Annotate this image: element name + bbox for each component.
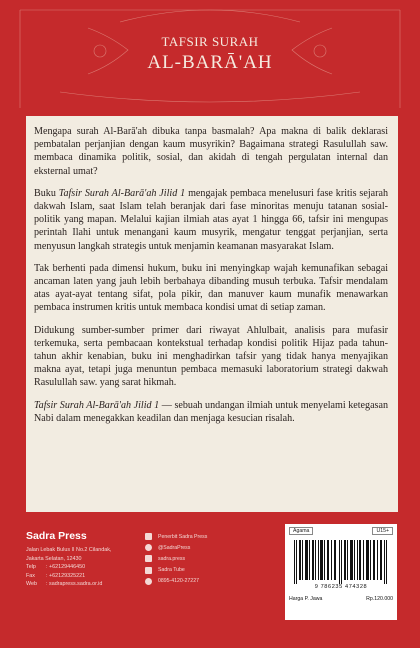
blurb-panel	[26, 116, 398, 512]
social-item: sadra.press	[145, 553, 207, 564]
age-rating-tag: U15+	[372, 527, 393, 535]
social-item: Penerbit Sadra Press	[145, 531, 207, 542]
price-row	[289, 596, 393, 602]
book-title-italic: Tafsir Surah Al-Barā'ah Jilid 1	[34, 399, 160, 411]
category-tag: Agama	[289, 527, 313, 535]
publisher-web: Web : sadrapress.sadra.or.id	[26, 581, 103, 588]
publisher-contact	[26, 546, 111, 589]
publisher-address-line: Jalan Lebak Bulus II No.2 Cilandak,	[26, 547, 112, 553]
social-item: Sadra Tube	[145, 565, 207, 576]
publisher-address-line: Jakarta Selatan, 12430	[26, 555, 82, 562]
blurb-paragraph-3: Tak berhenti pada dimensi hukum, buku ini menyingkap wajah kemunafikan sebagai ancaman laten yang jauh lebih berbahaya dibanding musuh terbuka. Tafsir mendalam atas ayat-ayat tentang sifat, pola pikir, dan manuver kaum munafik menawarkan pembaca instrumen kritis untuk membaca kondisi umat di setiap zaman.	[34, 262, 388, 314]
blurb-paragraph-4: Didukung sumber-sumber primer dari riwayat Ahlulbait, analisis para mufasir terkemuka, serta pembacaan kontekstual terhadap kondisi politik Hijaz pada tahun-tahun akhir kenabian, buku ini menghadirkan tafsir yang tidak hanya menyajikan makna ayat, tetapi juga menuntun pembaca memasuki laboratorium strategi dakwah Rasulullah saw. yang sarat hikmah.	[34, 324, 388, 389]
blurb-paragraph-2: Buku Tafsir Surah Al-Barā'ah Jilid 1 mengajak pembaca menelusuri fase kritis sejarah dakwah Islam, saat Islam telah beranjak dari fase minoritas menuju tatanan sosial-politik yang mapan. Melalui kajian ilmiah atas ayat 1 hingga 66, tafsir ini mengupas perintah Ilahi untuk menangani kaum musyrik, mengatur tenggat perjanjian, serta menyusun langkah strategis untuk menjamin keamanan masyarakat Islam.	[34, 187, 388, 252]
twitter-icon	[145, 544, 152, 551]
youtube-icon	[145, 567, 152, 574]
social-item: 0895-4120-27227	[145, 576, 207, 587]
publisher-fax: Fax : +62129325221	[26, 572, 86, 579]
price-label: Harga P. Jawa	[289, 596, 323, 602]
blurb-paragraph-5: Tafsir Surah Al-Barā'ah Jilid 1 — sebuah undangan ilmiah untuk menyelami ketegasan Nabi dalam menegakkan keadilan dan menjaga kesucian risalah.	[34, 399, 389, 424]
cover-footer	[0, 516, 420, 648]
barcode-category-row	[289, 527, 393, 535]
book-title-italic: Tafsir Surah Al-Barā'ah Jilid 1	[58, 187, 186, 199]
blurb-paragraph-1: Mengapa surah Al-Barā'ah dibuka tanpa basmalah? Apa makna di balik deklarasi pembatalan perjanjian dengan kaum musyrikin? Bagaimana strategi Rasulullah saw. membaca dinamika politik, sosial, dan akidah di tengah pergulatan internal dan eksternal umat?	[34, 126, 388, 177]
whatsapp-icon	[145, 578, 152, 585]
title-subtitle: TAFSIR SURAH	[161, 34, 259, 49]
instagram-icon	[145, 555, 152, 562]
barcode-label	[285, 524, 397, 620]
isbn-number: 9 786235 474328	[314, 584, 368, 590]
publisher-name: Sadra Press	[26, 530, 87, 542]
barcode-bars	[294, 540, 388, 584]
title-main: AL-BARĀ'AH	[147, 52, 273, 73]
cover-title	[0, 34, 420, 74]
social-list	[145, 531, 207, 587]
price-value: Rp.120.000	[366, 596, 393, 602]
social-item: @SadraPress	[145, 542, 207, 553]
publisher-telp: Telp : +62129446450	[26, 564, 86, 571]
facebook-icon	[145, 533, 152, 540]
